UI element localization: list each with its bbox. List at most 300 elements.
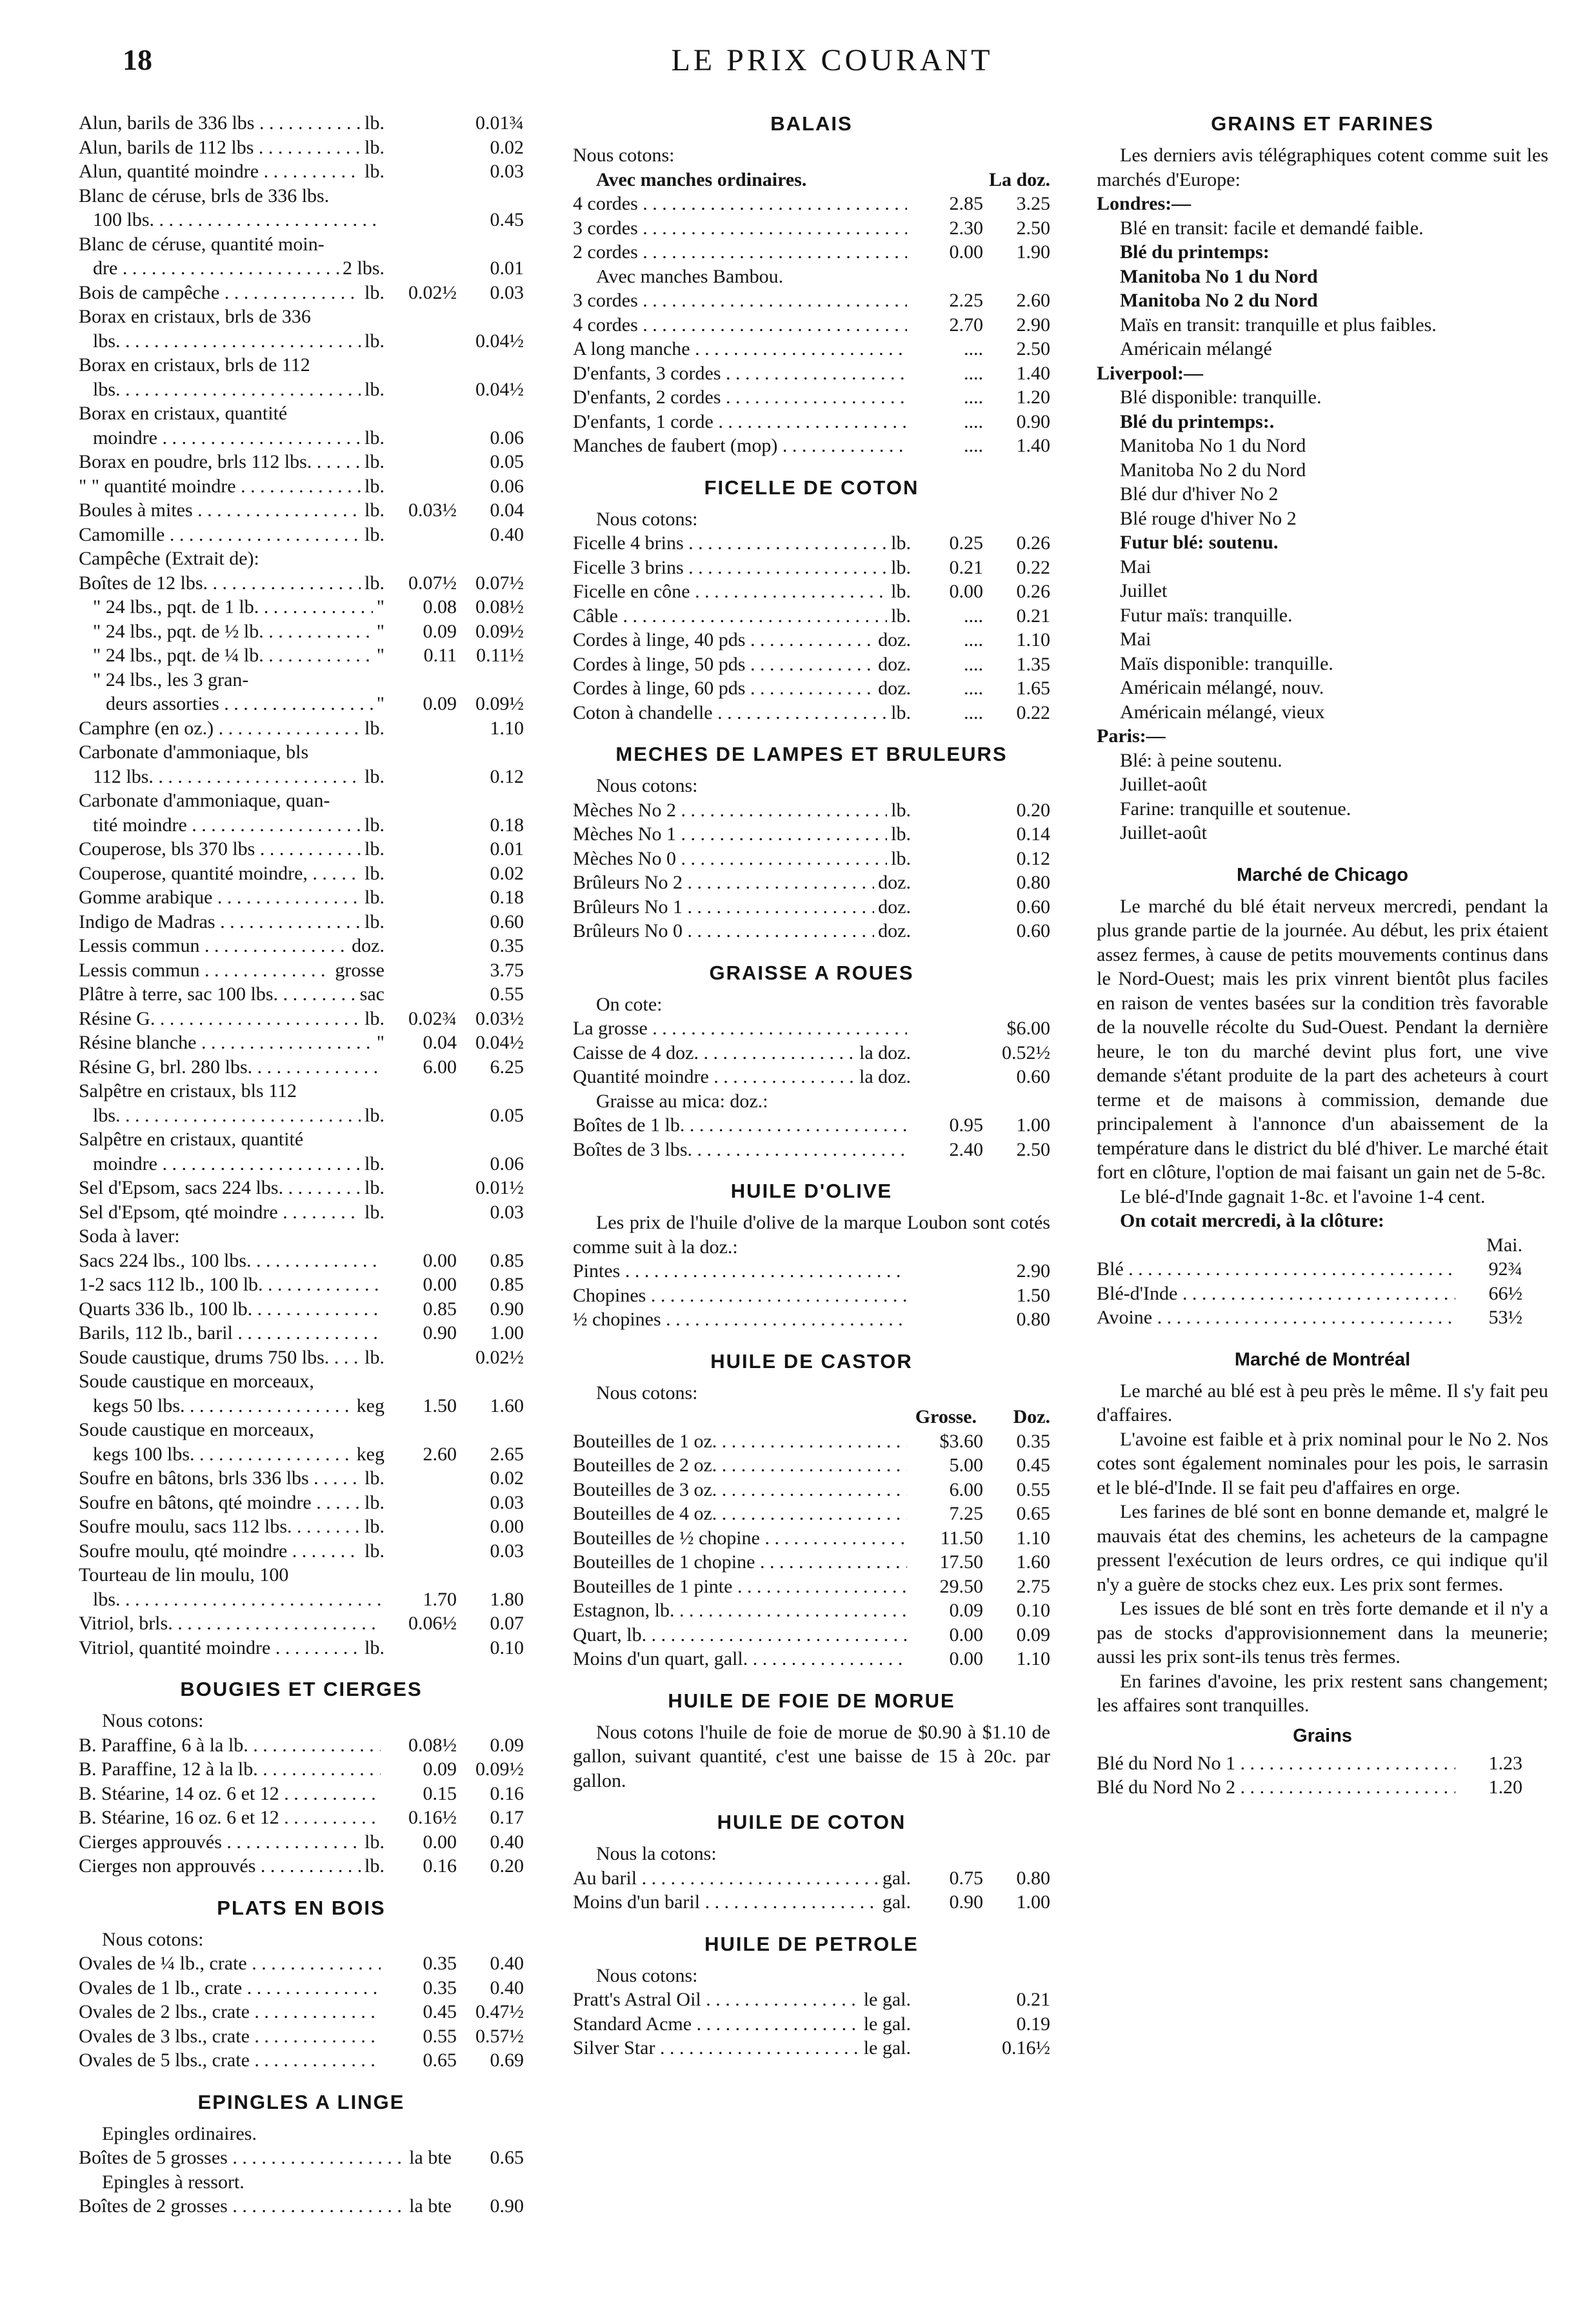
section-heading: HUILE DE FOIE DE MORUE (668, 1689, 955, 1712)
item-label: Couperose, quantité moindre, . . . (79, 861, 361, 886)
price-value: 0.55 (423, 2025, 457, 2047)
price-value: 0.17 (490, 1807, 524, 1828)
price-value: 0.75 (949, 1867, 983, 1889)
price-row (573, 579, 1050, 604)
item-label: lbs. . . . (79, 378, 361, 402)
price-value: 0.85 (423, 1298, 457, 1320)
item-label: dre . . . (79, 256, 339, 281)
price-value: 0.60 (1016, 1066, 1050, 1087)
price-row (1097, 1305, 1548, 1330)
market-line: Futur blé: soutenu. (1120, 532, 1279, 553)
market-line: Américain mélangé (1120, 338, 1272, 359)
price-value: 0.00 (423, 1249, 457, 1271)
market-line: Mai (1120, 556, 1152, 578)
item-unit: lb. (364, 475, 384, 497)
item-label: 2 cordes . . . (573, 240, 907, 265)
price-value: 0.80 (1016, 1867, 1050, 1889)
item-text: Borax en cristaux, brls de 336 (79, 306, 311, 327)
item-label: 3 cordes . . . (573, 216, 907, 241)
subsection-title: Avec manches ordinaires. (596, 168, 807, 190)
price-value: 0.21 (1016, 605, 1050, 627)
item-unit: lb. (891, 847, 911, 869)
price-row (573, 2012, 1050, 2037)
price-value: 0.09 (1016, 1624, 1050, 1646)
price-row (79, 1636, 524, 1660)
price-value: 0.09 (423, 693, 457, 714)
section-heading: HUILE DE COTON (717, 1811, 906, 1833)
column-heading: Mai. (1486, 1234, 1522, 1256)
price-row (573, 628, 1050, 652)
market-label: Liverpool:— (1097, 362, 1203, 384)
price-value: 0.25 (949, 532, 983, 554)
item-unit: lb. (364, 378, 384, 400)
price-value: 0.03 (490, 1540, 524, 1562)
price-row (573, 1502, 1050, 1526)
item-unit: le gal. (863, 2013, 911, 2035)
column-heading-row (573, 168, 1050, 192)
price-row (573, 822, 1050, 847)
price-value: 66½ (1488, 1282, 1522, 1304)
item-unit: lb. (364, 1516, 384, 1537)
price-row (79, 1273, 524, 1297)
item-label: Sel d'Epsom, sacs 224 lbs. . . . (79, 1176, 361, 1200)
item-unit: lb. (364, 911, 384, 932)
item-label: Moins d'un quart, gall. . . . (573, 1647, 907, 1671)
price-row (79, 1103, 524, 1128)
item-label: Quarts 336 lb., 100 lb. . . . (79, 1297, 381, 1322)
item-label: lbs. . . . (79, 329, 361, 354)
item-label: Ovales de ¼ lb., crate . . . (79, 1951, 381, 1976)
price-list (573, 1113, 1050, 1162)
price-row (79, 426, 524, 450)
paragraph: L'avoine est faible et à prix nominal pour le No 2. Nos cotes sont également nominales pour les pois, le sarrasin et le blé-d'Inde. Il se fait peu d'affaires en orge. (1097, 1428, 1548, 1498)
price-value: 7.25 (949, 1503, 983, 1524)
price-row (79, 716, 524, 741)
price-row (79, 1031, 524, 1055)
section-subtitle: On cote: (596, 993, 663, 1015)
item-label: Bouteilles de 1 pinte . . . (573, 1575, 907, 1599)
price-row (573, 1598, 1050, 1623)
item-unit: gal. (882, 1891, 911, 1913)
price-value: 0.04 (423, 1032, 457, 1053)
price-list (573, 288, 1050, 458)
price-row (79, 1733, 524, 1758)
column-right (1097, 111, 1548, 1800)
item-unit: lb. (364, 717, 384, 739)
price-value: 0.45 (490, 209, 524, 230)
price-row (79, 1611, 524, 1636)
market-line: Futur maïs: tranquille. (1120, 604, 1293, 626)
item-label: Cordes à linge, 40 pds . . . (573, 628, 874, 652)
price-value: 0.09 (490, 1734, 524, 1756)
section-subtitle: Nous cotons: (596, 1382, 698, 1404)
price-value: 1.23 (1488, 1752, 1522, 1774)
price-list (79, 1951, 524, 2073)
price-value: 0.03 (490, 1201, 524, 1223)
item-label: tité moindre . . . (79, 813, 361, 838)
item-label: Alun, quantité moindre . . . (79, 159, 361, 184)
price-value: .... (964, 410, 983, 432)
item-label: B. Paraffine, 6 à la lb. . . . (79, 1733, 381, 1758)
price-value: 0.35 (423, 1953, 457, 1974)
price-value: .... (964, 387, 983, 408)
price-row (79, 958, 524, 983)
price-value: 0.35 (490, 935, 524, 956)
item-text: Salpêtre en cristaux, quantité (79, 1129, 304, 1150)
item-unit: lb. (364, 1007, 384, 1029)
price-row (573, 240, 1050, 265)
section-subtitle: Nous la cotons: (596, 1843, 717, 1864)
price-value: 11.50 (940, 1527, 983, 1549)
item-unit: lb. (364, 1540, 384, 1562)
price-row (79, 1321, 524, 1345)
item-label: Soude caustique, drums 750 lbs. . . . (79, 1345, 361, 1370)
item-label: Ovales de 2 lbs., crate . . . (79, 2000, 381, 2024)
price-value: 1.40 (1016, 362, 1050, 384)
price-row (573, 1988, 1050, 2012)
price-row (573, 2036, 1050, 2060)
price-value: 0.07½ (475, 572, 524, 594)
price-row (79, 2024, 524, 2049)
section-heading: Grains (1293, 1725, 1352, 1746)
item-label: Blé du Nord No 1 . . . (1097, 1751, 1455, 1776)
price-row (79, 1394, 524, 1418)
column-heading: La doz. (988, 168, 1050, 190)
item-unit: " (376, 1032, 384, 1053)
price-value: 1.70 (423, 1588, 457, 1610)
item-label: B. Stéarine, 14 oz. 6 et 12 . . . (79, 1782, 381, 1806)
item-label: Cordes à linge, 60 pds . . . (573, 676, 874, 701)
price-value: 2.90 (1016, 314, 1050, 336)
price-row (573, 1623, 1050, 1647)
price-value: 0.22 (1016, 701, 1050, 723)
price-row (79, 256, 524, 281)
price-list (573, 798, 1050, 943)
price-value: 0.40 (490, 1977, 524, 1999)
price-row (79, 1466, 524, 1491)
price-value: 2.50 (1016, 1138, 1050, 1160)
price-value: 0.04 (490, 499, 524, 521)
price-value: 0.02½ (408, 281, 457, 303)
price-row (573, 1478, 1050, 1502)
item-unit: 2 lbs. (342, 257, 384, 279)
section-subtitle: Epingles à ressort. (102, 2171, 244, 2193)
item-unit: lb. (364, 499, 384, 521)
price-value: 0.45 (423, 2001, 457, 2022)
price-value: 53½ (1488, 1307, 1522, 1328)
section-subtitle: Nous cotons: (102, 1710, 204, 1731)
price-row (573, 604, 1050, 629)
price-row (1097, 1775, 1548, 1800)
price-value: 0.90 (490, 2195, 524, 2217)
item-unit: lb. (364, 1491, 384, 1513)
section-subtitle: Graisse au mica: doz.: (596, 1090, 768, 1112)
price-row (79, 692, 524, 716)
price-row (79, 2146, 524, 2170)
price-value: 0.35 (423, 1977, 457, 1999)
price-row (573, 1259, 1050, 1284)
price-value: 2.70 (949, 314, 983, 336)
column-middle (573, 111, 1050, 2060)
item-label: Mèches No 0 . . . (573, 847, 887, 871)
price-value: 0.60 (1016, 920, 1050, 942)
item-unit: doz. (878, 896, 911, 918)
item-unit: lb. (364, 330, 384, 352)
section-heading: GRAINS ET FARINES (1211, 112, 1434, 135)
item-unit: lb. (364, 765, 384, 787)
item-label: Blé . . . (1097, 1257, 1455, 1282)
price-row (573, 1284, 1050, 1308)
price-row (573, 895, 1050, 920)
item-label: Bois de campêche . . . (79, 281, 361, 305)
item-unit: doz. (878, 920, 911, 942)
market-line: Mai (1120, 629, 1152, 650)
price-value: .... (964, 605, 983, 627)
price-list (573, 1016, 1050, 1089)
item-label: Alun, barils de 112 lbs . . . (79, 136, 361, 160)
price-value: 0.09 (423, 1758, 457, 1780)
item-label: kegs 50 lbs. . . . (79, 1394, 353, 1418)
item-unit: lb. (364, 572, 384, 594)
section-heading: GRAISSE A ROUES (709, 961, 914, 984)
item-label: Camphre (en oz.) . . . (79, 716, 361, 741)
price-row (573, 652, 1050, 677)
price-value: 0.07½ (408, 572, 457, 594)
price-row (79, 498, 524, 523)
item-unit: lb. (364, 838, 384, 860)
price-row (79, 1491, 524, 1515)
price-row (79, 765, 524, 789)
section-heading: HUILE D'OLIVE (730, 1180, 893, 1202)
price-value: 0.16 (490, 1782, 524, 1804)
price-value: 0.65 (1016, 1503, 1050, 1524)
item-label: Soufre en bâtons, qté moindre . . . (79, 1491, 361, 1515)
price-row (79, 111, 524, 136)
price-value: 0.08 (423, 596, 457, 618)
item-label: moindre . . . (79, 1152, 361, 1176)
paragraph: Le marché au blé est à peu près le même. Il s'y fait peu d'affaires. (1097, 1380, 1548, 1425)
page-number: 18 (123, 43, 152, 76)
price-list (573, 531, 1050, 725)
item-unit: sac (359, 983, 384, 1005)
price-row (79, 813, 524, 838)
price-value: 3.25 (1016, 193, 1050, 214)
item-unit: lb. (364, 136, 384, 158)
section-subtitle: Nous cotons: (596, 775, 698, 796)
page-title: LE PRIX COURANT (671, 43, 993, 77)
price-row (79, 2048, 524, 2073)
price-value: 1.50 (1016, 1284, 1050, 1306)
item-label: Blé-d'Inde . . . (1097, 1282, 1455, 1306)
item-unit: lb. (891, 823, 911, 845)
price-row (573, 1429, 1050, 1454)
price-value: 0.04½ (475, 330, 524, 352)
price-row (573, 1550, 1050, 1575)
price-value: 0.19 (1016, 2013, 1050, 2035)
item-label: Au baril . . . (573, 1866, 879, 1891)
price-row (573, 847, 1050, 871)
item-label: Mèches No 1 . . . (573, 822, 887, 847)
price-value: 0.05 (490, 1104, 524, 1126)
price-value: 0.02¾ (408, 1007, 457, 1029)
price-value: 0.00 (949, 581, 983, 602)
subsection-title: Avec manches Bambou. (596, 265, 784, 287)
price-row (79, 1782, 524, 1806)
market-line: Blé rouge d'hiver No 2 (1120, 507, 1297, 529)
market-lines (1097, 749, 1548, 845)
section-subtitle: Nous cotons: (596, 1964, 698, 1986)
item-label: Quantité moindre . . . (573, 1065, 855, 1089)
price-value: 0.02 (490, 862, 524, 884)
item-label: Ovales de 3 lbs., crate . . . (79, 2024, 381, 2049)
price-row (1097, 1257, 1548, 1282)
price-value: 0.03 (490, 281, 524, 303)
price-row (79, 982, 524, 1007)
market-line: Blé: à peine soutenu. (1120, 749, 1282, 771)
item-text: Soude caustique en morceaux, (79, 1419, 314, 1440)
price-row (573, 556, 1050, 580)
price-value: 0.06 (490, 475, 524, 497)
item-label: Soufre en bâtons, brls 336 lbs . . . (79, 1466, 361, 1491)
price-value: 0.45 (1016, 1455, 1050, 1476)
item-unit: lb. (891, 556, 911, 578)
price-value: 1.10 (1016, 1648, 1050, 1669)
item-unit: le gal. (863, 2037, 911, 2059)
price-value: 0.20 (490, 1855, 524, 1877)
price-row (79, 571, 524, 596)
price-value: 0.06½ (408, 1613, 457, 1634)
price-row (573, 531, 1050, 556)
price-row (573, 1113, 1050, 1138)
price-value: 6.25 (490, 1056, 524, 1078)
price-value: 0.26 (1016, 532, 1050, 554)
page-header (116, 43, 1548, 88)
section-heading: Marché de Montréal (1234, 1349, 1411, 1370)
market-label: Paris:— (1097, 725, 1166, 747)
price-value: 0.11½ (476, 645, 524, 666)
price-value: 0.21 (949, 556, 983, 578)
price-value: 0.16 (423, 1855, 457, 1877)
price-row (79, 910, 524, 934)
item-label: Soufre moulu, qté moindre . . . (79, 1539, 361, 1564)
price-value: 0.55 (490, 983, 524, 1005)
price-list (1097, 1257, 1548, 1330)
price-row (573, 385, 1050, 410)
item-label: 3 cordes . . . (573, 288, 907, 313)
price-value: 1.00 (1016, 1114, 1050, 1136)
price-row (573, 1575, 1050, 1599)
price-value: 1.90 (1016, 241, 1050, 263)
item-label: Sacs 224 lbs., 100 lbs. . . . (79, 1249, 381, 1273)
price-row (79, 1539, 524, 1564)
price-row (573, 1453, 1050, 1478)
price-value: 0.80 (1016, 872, 1050, 893)
item-label: La grosse . . . (573, 1016, 907, 1041)
item-text: Campêche (Extrait de): (79, 548, 259, 569)
price-row (573, 361, 1050, 386)
price-value: 0.57½ (475, 2025, 524, 2047)
price-value: .... (964, 653, 983, 675)
item-text: Soda à laver: (79, 1225, 180, 1247)
item-unit: lb. (364, 887, 384, 908)
item-unit: lb. (364, 112, 384, 134)
item-label: Avoine . . . (1097, 1305, 1455, 1330)
price-row (79, 1200, 524, 1225)
section-heading: BOUGIES ET CIERGES (180, 1678, 423, 1700)
item-unit: lb. (364, 1201, 384, 1223)
item-unit: la doz. (859, 1066, 911, 1087)
item-unit: la bte (409, 2147, 452, 2168)
market-line: Manitoba No 2 du Nord (1120, 290, 1318, 311)
price-value: 0.55 (1016, 1478, 1050, 1500)
price-row (573, 1307, 1050, 1332)
item-label: Plâtre à terre, sac 100 lbs. . . . (79, 982, 356, 1007)
market-line: Blé dur d'hiver No 2 (1120, 483, 1279, 505)
price-value: 0.47½ (475, 2001, 524, 2022)
market-line: Blé disponible: tranquille. (1120, 387, 1322, 408)
price-value: 0.90 (949, 1891, 983, 1913)
price-value: 0.07 (490, 1613, 524, 1634)
price-value: 0.01¾ (475, 112, 524, 134)
item-label: Mèches No 2 . . . (573, 798, 887, 823)
item-label: A long manche . . . (573, 337, 907, 361)
item-unit: lb. (364, 814, 384, 836)
item-unit: lb. (891, 581, 911, 602)
paragraph: Les farines de blé sont en bonne demande et, malgré le mauvais état des chemins, les acheteurs de la campagne pressent l'exécution de leurs ordres, ce qui indique qu'il n'y a guère de stocks chez eux. Les prix sont fermes. (1097, 1501, 1548, 1595)
price-value: 0.08½ (475, 596, 524, 618)
price-value: 6.00 (949, 1478, 983, 1500)
price-row (79, 1152, 524, 1176)
section-heading: PLATS EN BOIS (217, 1896, 386, 1919)
item-label: Boîtes de 5 grosses . . . (79, 2146, 405, 2170)
price-row (79, 837, 524, 861)
price-row (79, 1587, 524, 1612)
price-row (573, 192, 1050, 216)
item-label: Bouteilles de ½ chopine . . . (573, 1526, 907, 1551)
item-label: Résine G. . . . (79, 1007, 361, 1031)
price-value: 0.80 (1016, 1309, 1050, 1330)
price-row (573, 1526, 1050, 1551)
price-row (79, 450, 524, 474)
price-value: 0.02 (490, 1467, 524, 1489)
item-label: kegs 100 lbs. . . . (79, 1442, 353, 1467)
price-value: 2.65 (490, 1443, 524, 1465)
price-value: 29.50 (939, 1575, 983, 1597)
section-heading: HUILE DE CASTOR (710, 1349, 913, 1373)
price-value: $3.60 (939, 1430, 983, 1452)
item-label: Cierges non approuvés . . . (79, 1854, 361, 1878)
price-value: 1.10 (490, 717, 524, 739)
section-subtitle: Nous cotons: (596, 508, 698, 530)
price-row (79, 159, 524, 184)
price-value: 0.09 (949, 1600, 983, 1621)
price-row (573, 676, 1050, 701)
price-row (573, 1016, 1050, 1041)
price-value: 1.20 (1016, 387, 1050, 408)
item-label: 4 cordes . . . (573, 192, 907, 216)
price-value: .... (964, 629, 983, 650)
price-list (573, 1988, 1050, 2060)
price-value: 17.50 (939, 1551, 983, 1573)
price-list (573, 192, 1050, 265)
item-label: Bouteilles de 2 oz. . . . (573, 1453, 907, 1478)
item-label: Bouteilles de 3 oz. . . . (573, 1478, 907, 1502)
market-line: Américain mélangé, vieux (1120, 701, 1325, 723)
item-label: " 24 lbs., pqt. de ½ lb. . . . (79, 619, 373, 644)
price-list (79, 2146, 524, 2170)
price-value: $6.00 (1006, 1018, 1050, 1039)
item-label: 1-2 sacs 112 lb., 100 lb. . . . (79, 1273, 381, 1297)
